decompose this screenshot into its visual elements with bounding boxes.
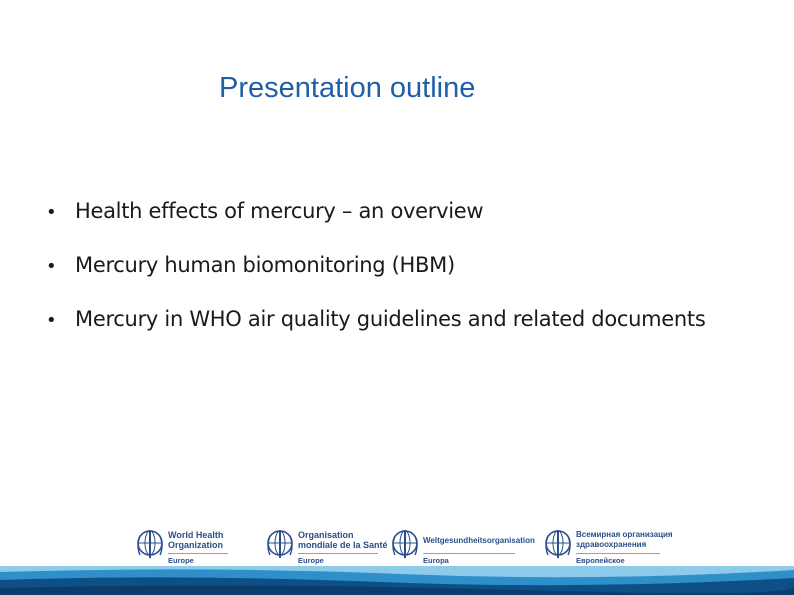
who-logos [134, 526, 673, 570]
logo-region: Европейское [576, 556, 625, 565]
footer-wave-band [0, 566, 794, 595]
slide-title: Presentation outline [219, 72, 476, 104]
logo-divider [298, 553, 378, 554]
logo-divider [168, 553, 228, 554]
bullet-text: Mercury human biomonitoring (HBM) [75, 253, 455, 277]
who-emblem-icon [134, 528, 166, 562]
bullet-item [46, 304, 705, 358]
bullet-text: Mercury in WHO air quality guidelines and related documents [75, 307, 706, 331]
bullet-text: Health effects of mercury – an overview [75, 199, 484, 223]
who-emblem-icon [264, 528, 296, 562]
logo-region: Europa [423, 556, 449, 565]
bullet-list [46, 196, 705, 358]
logo-name: Weltgesundheitsorganisation [423, 536, 535, 545]
who-logo-english [134, 526, 244, 570]
bullet-marker: • [46, 256, 57, 277]
bullet-item [46, 250, 705, 304]
who-emblem-icon [542, 528, 574, 562]
logo-name: Organisation mondiale de la Santé [298, 530, 388, 550]
logo-divider [576, 553, 660, 554]
who-logo-russian [542, 526, 673, 570]
logo-name: World Health Organization [168, 530, 224, 550]
logo-region: Europe [168, 556, 194, 565]
logo-name: Всемирная организация здравоохранения [576, 530, 673, 549]
logo-region: Europe [298, 556, 324, 565]
who-emblem-icon [389, 528, 421, 562]
bullet-item [46, 196, 705, 250]
bullet-marker: • [46, 310, 57, 331]
logo-divider [423, 553, 515, 554]
who-logo-german [389, 526, 535, 570]
bullet-marker: • [46, 202, 57, 223]
who-logo-french [264, 526, 388, 570]
